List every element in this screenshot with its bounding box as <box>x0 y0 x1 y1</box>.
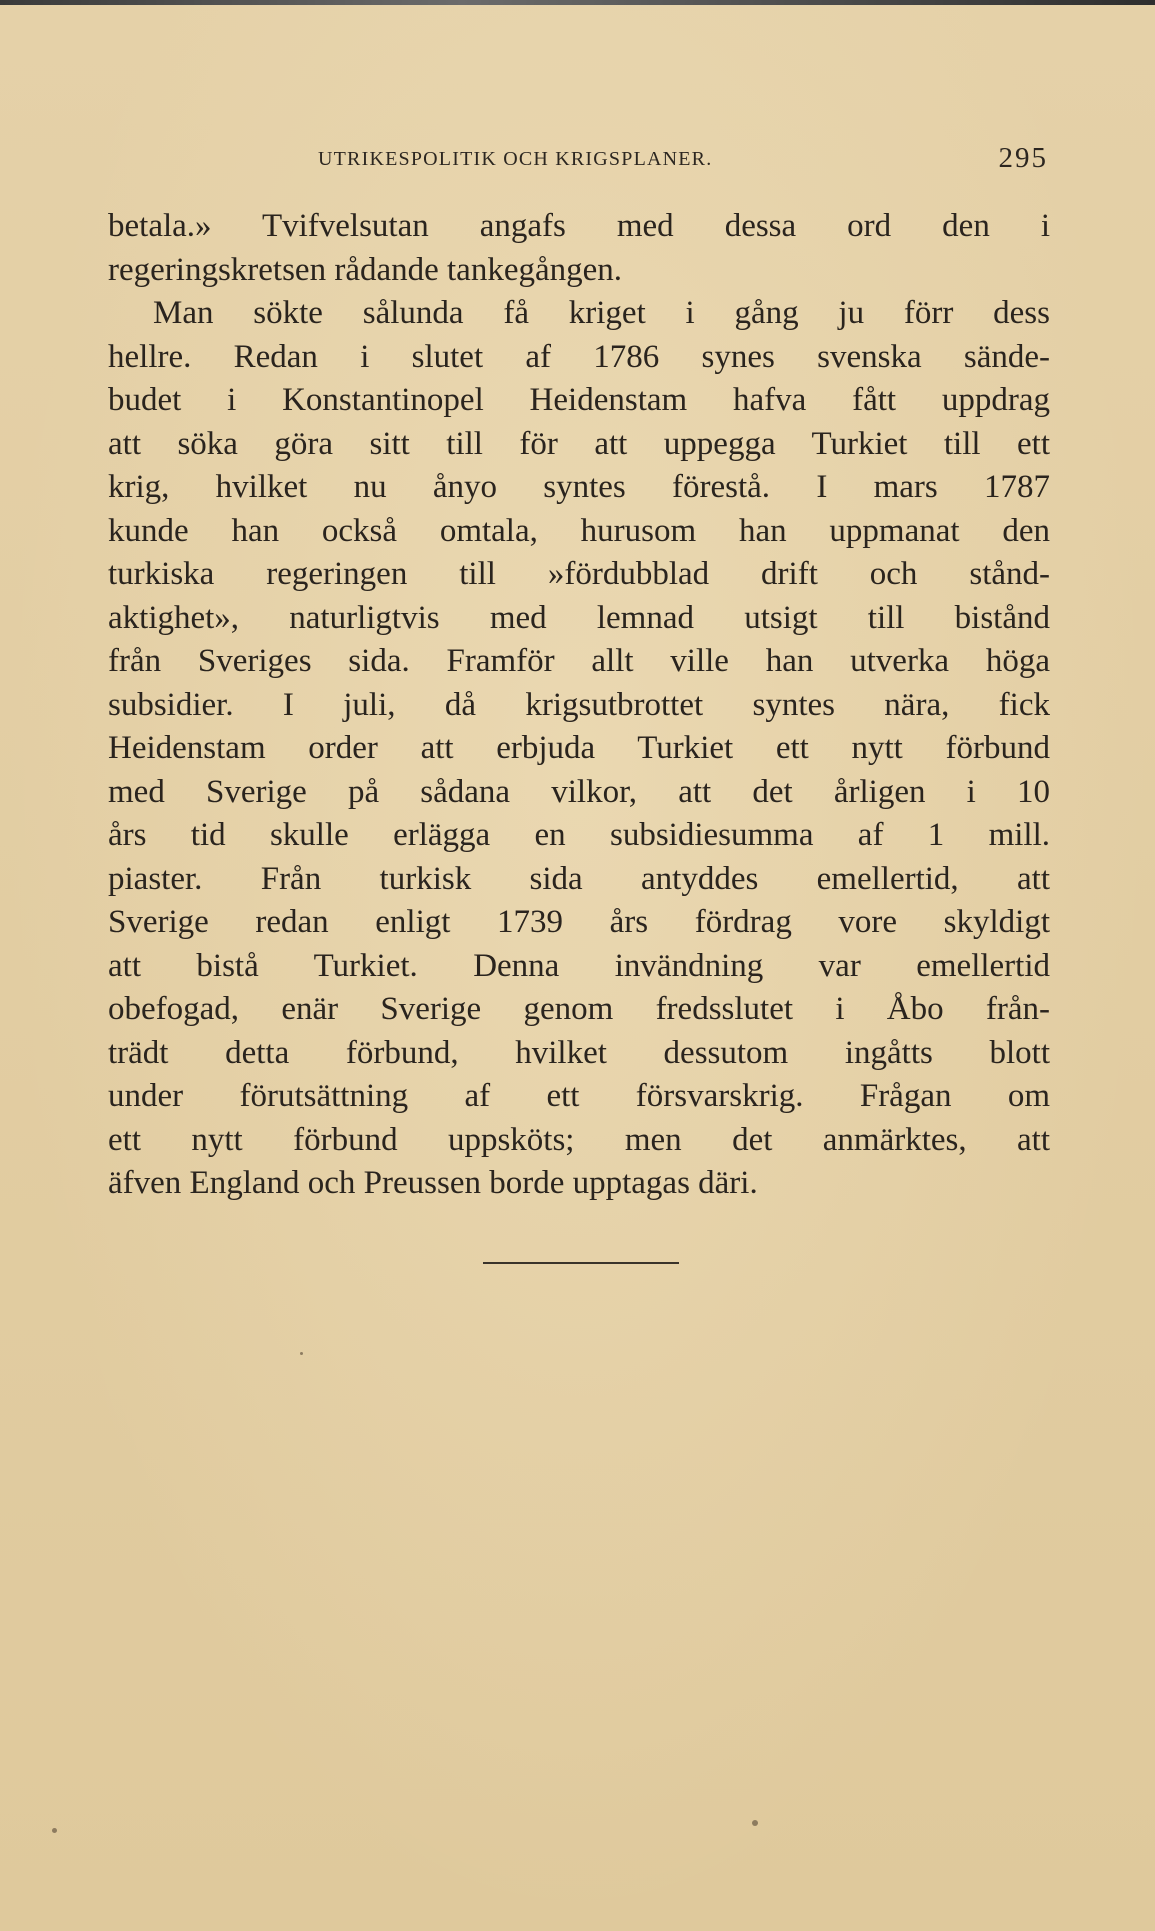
text-line: från Sveriges sida. Framför allt ville han utverka höga <box>108 643 1050 679</box>
body-text <box>108 205 1050 1206</box>
text-line: med Sverige på sådana vilkor, att det årligen i 10 <box>108 773 1050 810</box>
text-line: Sverige redan enligt 1739 års fördrag vore skyldigt <box>108 904 1050 940</box>
text-line: under förutsättning af ett försvarskrig. Frågan om <box>108 1078 1050 1114</box>
text-line: aktighet», naturligtvis med lemnad utsigt till bistånd <box>108 599 1050 636</box>
text-line: budet i Konstantinopel Heidenstam hafva fått uppdrag <box>108 382 1050 418</box>
text-line: års tid skulle erlägga en subsidiesumma af 1 mill. <box>108 817 1050 853</box>
text-line: piaster. Från turkisk sida antyddes emellertid, att <box>108 860 1050 897</box>
text-line: regeringskretsen rådande tankegången. <box>108 251 623 288</box>
page-top-edge <box>0 0 1155 5</box>
text-line: Heidenstam order att erbjuda Turkiet ett nytt förbund <box>108 730 1050 766</box>
paper-speck <box>300 1352 303 1355</box>
text-line: att bistå Turkiet. Denna invändning var emellertid <box>108 947 1050 984</box>
running-title: UTRIKESPOLITIK OCH KRIGSPLANER. <box>318 148 713 170</box>
text-line: turkiska regeringen till »fördubblad drift och stånd- <box>108 556 1050 592</box>
page-number: 295 <box>998 142 1048 174</box>
text-line: subsidier. I juli, då krigsutbrottet syntes nära, fick <box>108 686 1050 723</box>
text-line: Man sökte sålunda få kriget i gång ju förr dess <box>153 295 1050 331</box>
paper-speck <box>52 1828 57 1833</box>
text-line: kunde han också omtala, hurusom han uppmanat den <box>108 512 1050 549</box>
text-line: ett nytt förbund uppsköts; men det anmärktes, att <box>108 1121 1050 1158</box>
text-line: äfven England och Preussen borde upptagas däri. <box>108 1165 758 1201</box>
text-line: hellre. Redan i slutet af 1786 synes svenska sände- <box>108 338 1050 375</box>
text-line: trädt detta förbund, hvilket dessutom ingåtts blott <box>108 1034 1050 1071</box>
text-line: betala.» Tvifvelsutan angafs med dessa ord den i <box>108 208 1050 244</box>
text-line: att söka göra sitt till för att uppegga Turkiet till ett <box>108 425 1050 462</box>
text-line: krig, hvilket nu ånyo syntes förestå. I mars 1787 <box>108 469 1050 505</box>
running-header <box>108 142 1048 178</box>
text-line: obefogad, enär Sverige genom fredsslutet i Åbo från- <box>108 991 1050 1027</box>
paper-speck <box>752 1820 758 1826</box>
section-rule <box>483 1262 679 1264</box>
